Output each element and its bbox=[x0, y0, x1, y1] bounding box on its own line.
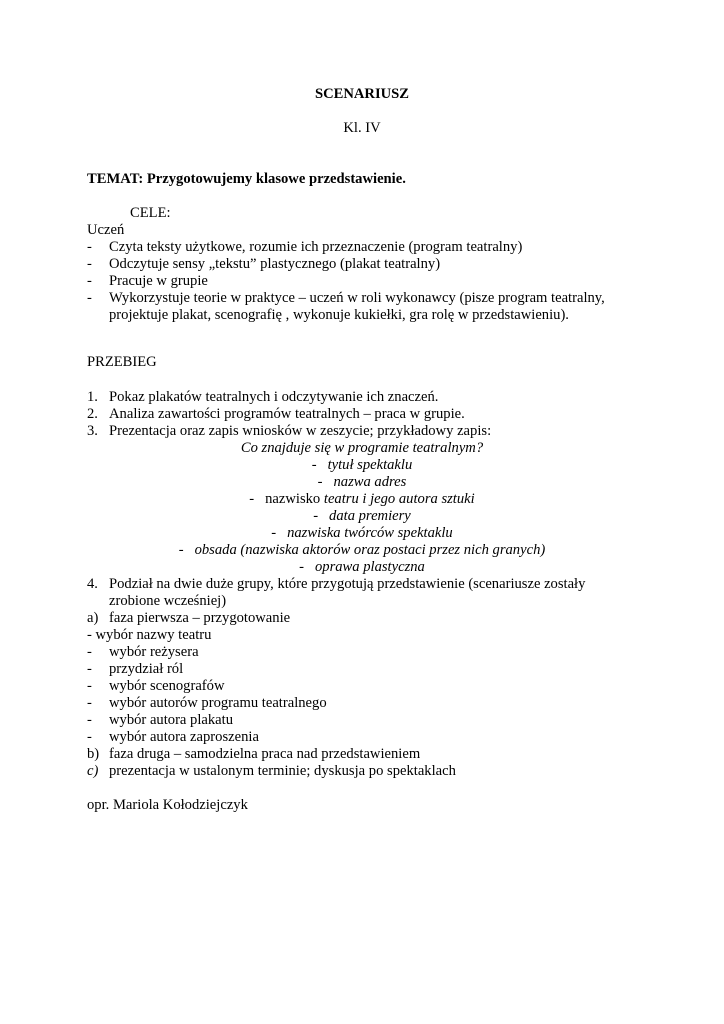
note-text: tytuł spektaklu bbox=[327, 457, 413, 473]
step-text: Analiza zawartości programów teatralnych – praca w grupie. bbox=[109, 406, 465, 422]
phase-text: faza druga – samodzielna praca nad przedstawieniem bbox=[109, 746, 421, 762]
note-dash: - bbox=[317, 474, 323, 490]
phase-item-text: wybór autora zaproszenia bbox=[109, 729, 259, 745]
phase-marker: a) bbox=[87, 610, 99, 626]
note-text-plain: nazwisko bbox=[265, 491, 324, 507]
goal-text: Czyta teksty użytkowe, rozumie ich przeznaczenie (program teatralny) bbox=[109, 239, 523, 255]
list-marker: - bbox=[87, 695, 92, 711]
note-text: nazwiska twórców spektaklu bbox=[287, 525, 453, 541]
note-item bbox=[0, 457, 724, 474]
note-dash: - bbox=[249, 491, 255, 507]
note-item bbox=[0, 559, 724, 576]
note-dash: - bbox=[178, 542, 184, 558]
note-item bbox=[0, 542, 724, 559]
document-title: SCENARIUSZ bbox=[314, 86, 410, 102]
step-number: 2. bbox=[87, 406, 98, 422]
goal-text: Pracuje w grupie bbox=[109, 273, 208, 289]
step-text: Pokaz plakatów teatralnych i odczytywanie ich znaczeń. bbox=[109, 389, 439, 405]
list-marker: - bbox=[87, 256, 92, 272]
phase-item-text: wybór autorów programu teatralnego bbox=[109, 695, 327, 711]
phase-marker: b) bbox=[87, 746, 100, 762]
phase-item-text: wybór scenografów bbox=[109, 678, 225, 694]
note-text-italic: teatru i jego autora sztuki bbox=[323, 491, 475, 507]
procedure-heading: PRZEBIEG bbox=[87, 354, 157, 370]
step-text-continuation: zrobione wcześniej) bbox=[109, 593, 227, 609]
note-dash: - bbox=[299, 559, 305, 575]
step-text: Podział na dwie duże grupy, które przygotują przedstawienie (scenariusze zostały bbox=[109, 576, 586, 592]
note-text: oprawa plastyczna bbox=[314, 559, 425, 575]
step-text: Prezentacja oraz zapis wniosków w zeszycie; przykładowy zapis: bbox=[109, 423, 492, 439]
list-marker: - bbox=[87, 712, 92, 728]
note-text: data premiery bbox=[329, 508, 411, 524]
goals-subject: Uczeń bbox=[87, 222, 125, 238]
phase-item-text: wybór reżysera bbox=[109, 644, 199, 660]
note-text: obsada (nazwiska aktorów oraz postaci przez nich granych) bbox=[194, 542, 546, 558]
phase-text: faza pierwsza – przygotowanie bbox=[109, 610, 291, 626]
phase-marker: c) bbox=[87, 763, 99, 779]
note-item bbox=[0, 491, 724, 508]
phase-text: prezentacja w ustalonym terminie; dyskusja po spektaklach bbox=[109, 763, 456, 779]
list-marker: - bbox=[87, 678, 92, 694]
goal-text: Wykorzystuje teorie w praktyce – uczeń w roli wykonawcy (pisze program teatralny, bbox=[109, 290, 605, 306]
list-marker: - bbox=[87, 273, 92, 289]
phase-item-text: przydział ról bbox=[109, 661, 184, 677]
note-item bbox=[0, 525, 724, 542]
note-dash: - bbox=[313, 508, 319, 524]
note-item bbox=[0, 508, 724, 525]
list-marker: - bbox=[87, 644, 92, 660]
note-dash: - bbox=[271, 525, 277, 541]
goals-heading: CELE: bbox=[130, 205, 171, 221]
step-number: 4. bbox=[87, 576, 98, 592]
phase-a-first-item: - wybór nazwy teatru bbox=[87, 627, 212, 643]
note-question: Co znajduje się w programie teatralnym? bbox=[240, 440, 484, 456]
step-number: 1. bbox=[87, 389, 98, 405]
goal-text-continuation: projektuje plakat, scenografię , wykonuje kukiełki, gra rolę w przedstawieniu). bbox=[109, 307, 569, 323]
step-number: 3. bbox=[87, 423, 98, 439]
topic-line: TEMAT: Przygotowujemy klasowe przedstawienie. bbox=[87, 171, 406, 187]
note-text: nazwa adres bbox=[333, 474, 407, 490]
phase-item-text: wybór autora plakatu bbox=[109, 712, 234, 728]
note-dash: - bbox=[311, 457, 317, 473]
note-item bbox=[0, 474, 724, 491]
goal-text: Odczytuje sensy „tekstu” plastycznego (plakat teatralny) bbox=[109, 256, 441, 272]
author-credit: opr. Mariola Kołodziejczyk bbox=[87, 797, 248, 813]
list-marker: - bbox=[87, 729, 92, 745]
class-label: Kl. IV bbox=[343, 120, 381, 136]
list-marker: - bbox=[87, 661, 92, 677]
list-marker: - bbox=[87, 239, 92, 255]
list-marker: - bbox=[87, 290, 92, 306]
